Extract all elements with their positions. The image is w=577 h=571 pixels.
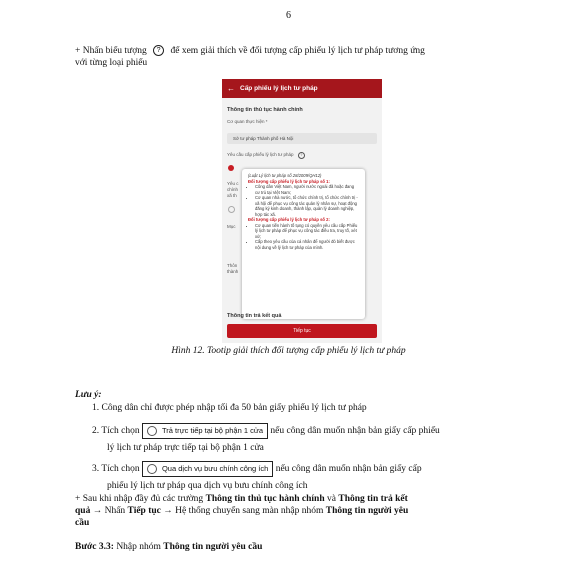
hidden-text-1: Yêu c chính xã th xyxy=(227,181,239,198)
section-admin-info: Thông tin thủ tục hành chính xyxy=(227,107,303,113)
radio-circle-icon xyxy=(147,426,157,436)
tooltip-law: (Luật Lý lịch tư pháp số 28/2009/QH12) xyxy=(248,173,322,178)
note-item-3: 3. Tích chọn Qua dịch vụ bưu chính công ích nếu công dân muốn nhận bản giấy cấp xyxy=(92,461,422,477)
note-item-3-line2: phiếu lý lịch tư pháp qua dịch vụ bưu chính công ích xyxy=(107,481,308,491)
intro-paragraph xyxy=(75,45,545,69)
direct-pickup-option[interactable]: Trả trực tiếp tại bộ phận 1 cửa xyxy=(142,423,268,439)
page-number: 6 xyxy=(286,10,291,21)
note-item-2: 2. Tích chọn Trả trực tiếp tại bộ phận 1 cửa nếu công dân muốn nhận bản giấy cấp phiếu xyxy=(92,423,440,439)
back-arrow-icon[interactable]: ← xyxy=(227,84,235,93)
tooltip-item: • Công dân Việt Nam, người nước ngoài đã hoặc đang cư trú tại Việt Nam; xyxy=(255,184,360,195)
intro-text-after: để xem giải thích về đối tượng cấp phiếu lý lịch tư pháp tương ứng xyxy=(170,46,425,56)
request-radio-selected[interactable] xyxy=(228,165,234,171)
arrow-right-icon: → xyxy=(92,506,103,516)
instruction-paragraph: + Sau khi nhập đầy đủ các trường Thông tin thủ tục hành chính và Thông tin trả kết quả → Nhấn Tiếp tục → Hệ thống chuyển sang màn nhập nhóm Thông tin người yêu cầu xyxy=(75,494,409,528)
request-radio-unselected[interactable] xyxy=(228,206,235,213)
arrow-right-icon: → xyxy=(163,506,173,516)
hidden-text-3: Thôn thành xyxy=(227,263,239,274)
app-header xyxy=(222,79,382,98)
help-circle-icon: ? xyxy=(153,45,164,56)
section-result-info: Thông tin trả kết quả xyxy=(227,313,282,319)
intro-line-2: với từng loại phiếu xyxy=(75,58,148,68)
tooltip-heading-1: Đối tượng cấp phiếu lý lịch tư pháp số 1: xyxy=(248,178,330,184)
tooltip-list-2 xyxy=(248,223,360,251)
agency-label: Cơ quan thực hiện * xyxy=(227,119,268,124)
radio-circle-icon xyxy=(147,464,157,474)
postal-service-option[interactable]: Qua dịch vụ bưu chính công ích xyxy=(142,461,273,477)
tooltip xyxy=(242,169,365,319)
hidden-text-2: Mục xyxy=(227,224,236,229)
agency-value: Sở tư pháp Thành phố Hà Nội xyxy=(233,136,294,141)
tooltip-item: • Cơ quan tiến hành tố tụng có quyền yêu cầu cấp Phiếu lý lịch tư pháp để phục vụ công tác điều tra, truy tố, xét xử; xyxy=(255,223,360,240)
phone-screenshot xyxy=(222,79,382,343)
step-heading: Bước 3.3: Nhập nhóm Thông tin người yêu cầu xyxy=(75,542,263,552)
note-item-1: 1. Công dân chỉ được phép nhập tối đa 50 bản giấy phiếu lý lịch tư pháp xyxy=(92,403,367,413)
note-item-2-line2: lý lịch tư pháp trực tiếp tại bộ phận 1 cửa xyxy=(107,443,264,453)
app-header-title: Cấp phiếu lý lịch tư pháp xyxy=(240,85,318,92)
tooltip-list-1 xyxy=(248,184,360,217)
figure-caption: Hình 12. Tootip giải thích đối tượng cấp phiếu lý lịch tư pháp xyxy=(171,346,406,356)
note-title: Lưu ý: xyxy=(75,390,102,400)
agency-field[interactable] xyxy=(227,133,377,144)
intro-text-before: + Nhấn biểu tượng xyxy=(75,46,147,56)
continue-button[interactable]: Tiếp tục xyxy=(227,324,377,338)
tooltip-heading-2: Đối tượng cấp phiếu lý lịch tư pháp số 2: xyxy=(248,217,330,222)
tooltip-item: • Cấp theo yêu cầu của cá nhân để người đó biết được nội dung về lý lịch tư pháp của mình. xyxy=(255,239,360,250)
request-help-icon[interactable]: ? xyxy=(298,152,305,159)
request-label: Yêu cầu cấp phiếu lý lịch tư pháp ? xyxy=(227,152,305,159)
tooltip-item: • Cơ quan nhà nước, tổ chức chính trị, tổ chức chính trị - xã hội để phục vụ công tác quản lý nhân sự, hoạt động đăng ký kinh doanh, thành lập, quản lý doanh nghiệp, hợp tác xã. xyxy=(255,195,360,217)
